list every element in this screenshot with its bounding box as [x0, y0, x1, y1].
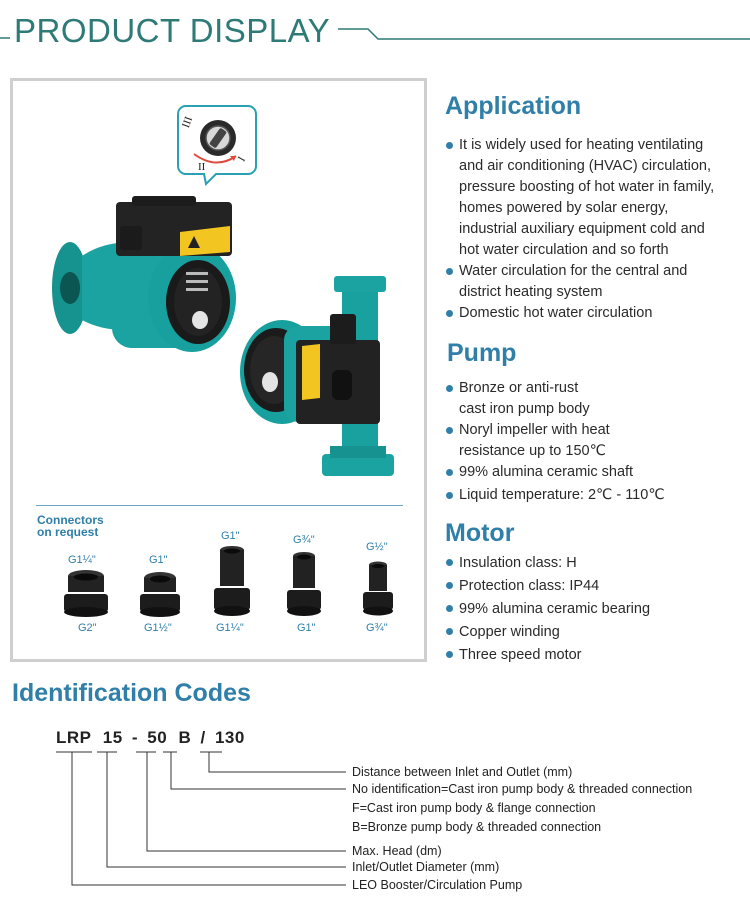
circulation-pump-image-left — [42, 196, 252, 366]
connector-5-top-size: G½" — [366, 541, 388, 553]
connector-5-bottom-size: G¾" — [366, 622, 388, 634]
pump-item-4: Liquid temperature: 2℃ - 110℃ — [445, 485, 745, 506]
connector-1-top-size: G1¼" — [68, 554, 96, 566]
pump-item-1: Bronze or anti-rust cast iron pump body — [445, 378, 745, 420]
motor-item-2: Protection class: IP44 — [445, 575, 745, 598]
dial-mark-1: I — [235, 154, 249, 164]
connector-4-bottom-size: G1" — [297, 622, 316, 634]
id-label-diameter: Inlet/Outlet Diameter (mm) — [352, 860, 500, 874]
application-item-3: Domestic hot water circulation — [445, 303, 745, 324]
id-label-max-head: Max. Head (dm) — [352, 844, 442, 858]
connector-4-fitting — [284, 550, 324, 618]
pump-item-2: Noryl impeller with heat resistance up to 150℃ — [445, 420, 745, 462]
page-title: PRODUCT DISPLAY — [14, 12, 331, 49]
id-label-no-identification: No identification=Cast iron pump body & threaded connection — [352, 782, 693, 796]
connector-4-top-size: G¾" — [293, 534, 315, 546]
code-length: 130 — [214, 728, 245, 747]
id-label-series: LEO Booster/Circulation Pump — [352, 878, 523, 892]
motor-item-3: 99% alumina ceramic bearing — [445, 598, 745, 621]
connector-3-fitting — [210, 544, 254, 620]
connector-5-fitting — [360, 560, 396, 618]
code-material: B — [178, 728, 192, 747]
id-label-distance: Distance between Inlet and Outlet (mm) — [352, 765, 573, 779]
id-label-flange: F=Cast iron pump body & flange connection — [352, 801, 596, 815]
code-series: LRP — [56, 728, 92, 747]
application-heading: Application — [445, 92, 582, 120]
pump-item-3: 99% alumina ceramic shaft — [445, 462, 745, 483]
application-item-2: Water circulation for the central and district heating system — [445, 261, 745, 303]
motor-item-1: Insulation class: H — [445, 552, 745, 575]
connector-2-fitting — [136, 570, 184, 618]
id-label-bronze: B=Bronze pump body & threaded connection — [352, 820, 602, 834]
motor-list — [445, 552, 745, 667]
pump-heading: Pump — [447, 339, 517, 367]
code-diameter: 15 — [102, 728, 123, 747]
application-list — [445, 135, 745, 324]
connectors-divider — [36, 505, 403, 506]
connector-3-top-size: G1" — [221, 530, 240, 542]
connector-1-fitting — [62, 568, 110, 618]
identification-heading: Identification Codes — [12, 679, 251, 707]
pump-list — [445, 378, 745, 506]
connector-3-bottom-size: G1¼" — [216, 622, 244, 634]
motor-item-4: Copper winding — [445, 621, 745, 644]
dial-mark-2: II — [198, 161, 206, 173]
dial-mark-3: III — [180, 115, 196, 130]
connectors-title: Connectors on request — [37, 513, 104, 539]
connector-1-bottom-size: G2" — [78, 622, 97, 634]
motor-item-5: Three speed motor — [445, 644, 745, 667]
connector-2-top-size: G1" — [149, 554, 168, 566]
model-code: LRP 15 - 50 B / 130 — [56, 728, 245, 747]
motor-heading: Motor — [445, 519, 515, 547]
code-head: 50 — [147, 728, 168, 747]
application-item-1: It is widely used for heating ventilating and air conditioning (HVAC) circulation, pressure boosting of hot water in family, homes powered by solar energy, industrial auxiliary equipment cold and hot water circulation and so forth — [445, 135, 745, 261]
circulation-pump-image-right — [234, 270, 414, 486]
connector-2-bottom-size: G1½" — [144, 622, 172, 634]
speed-dial-callout — [176, 104, 258, 186]
